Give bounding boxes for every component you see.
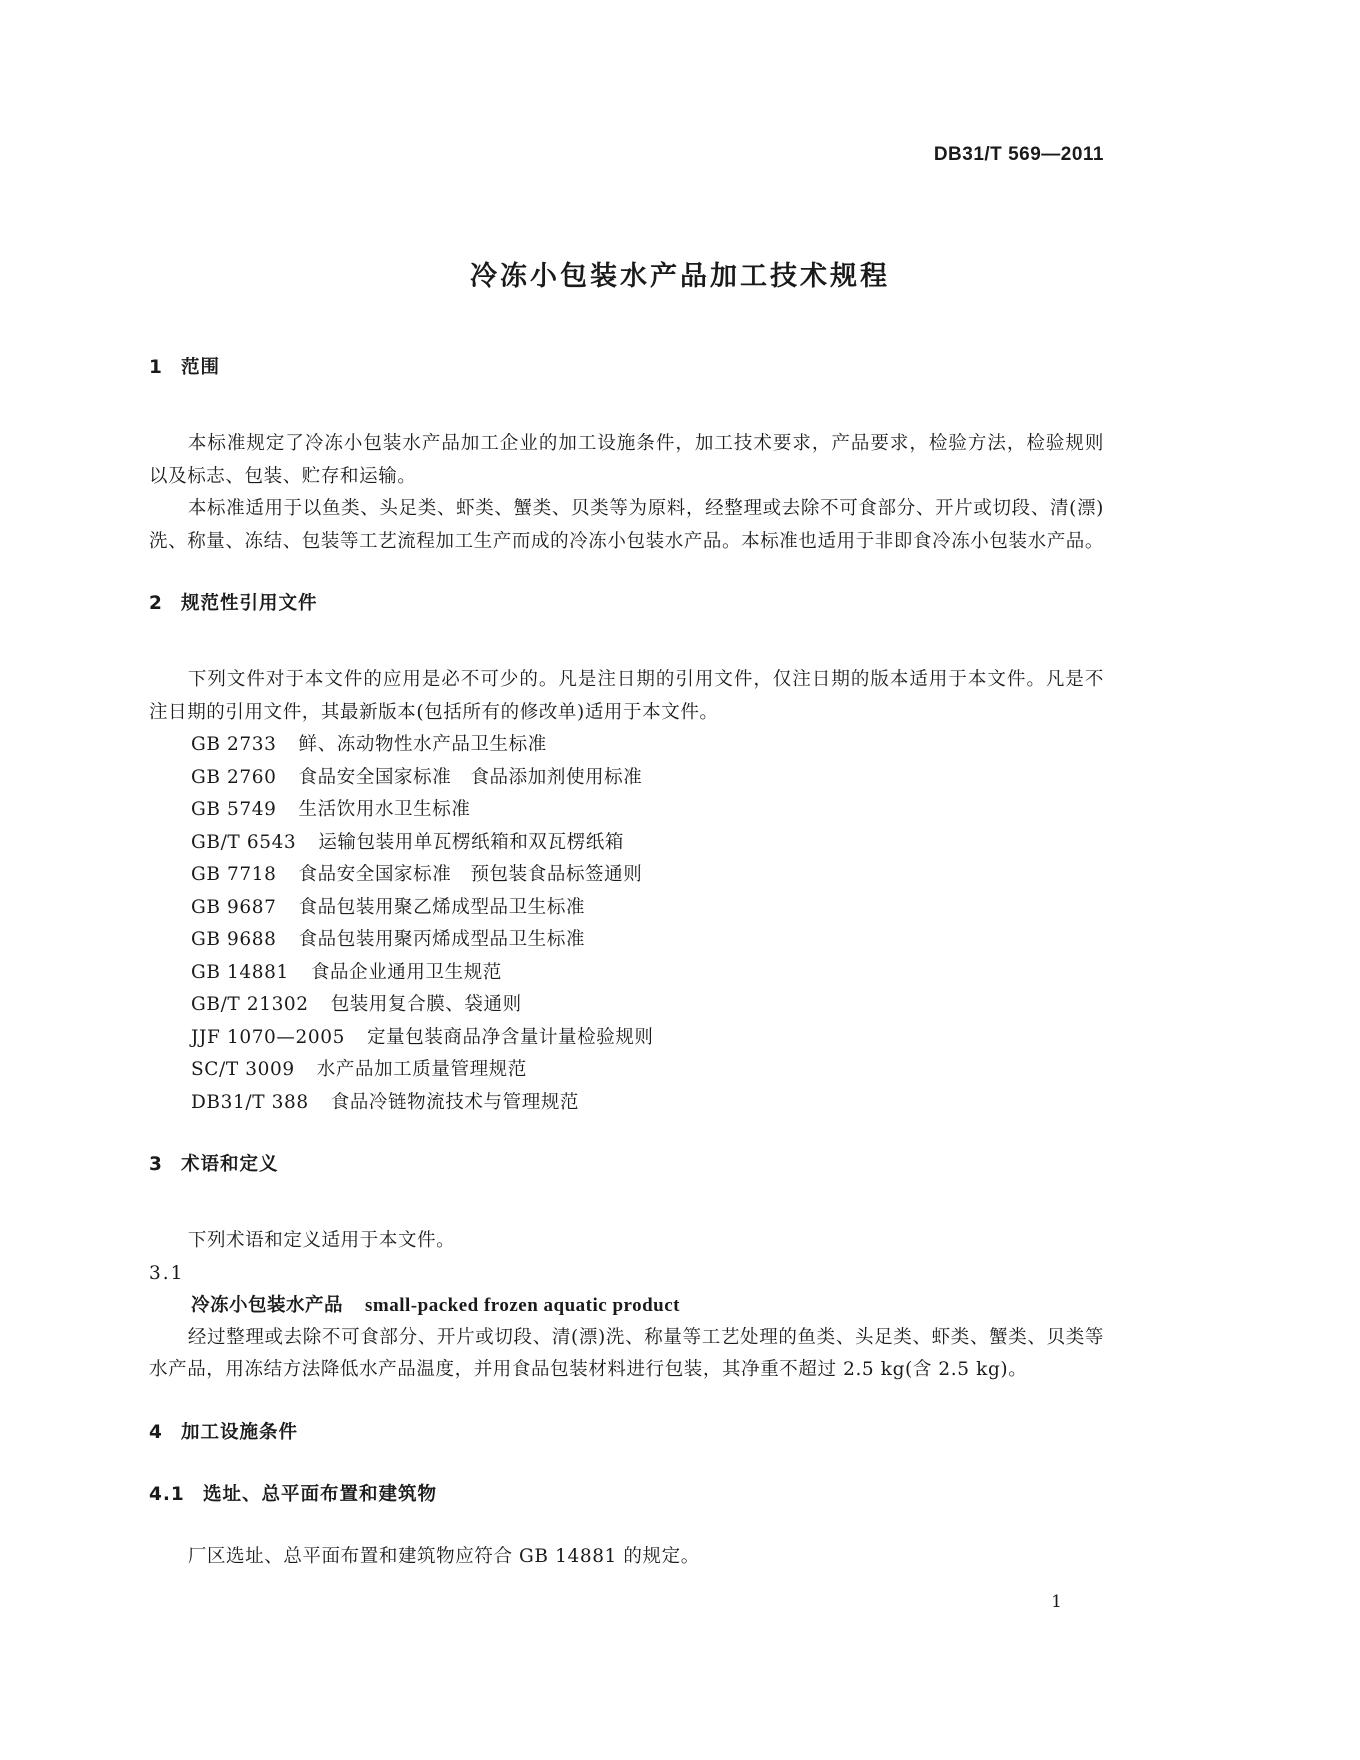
reference-code: GB 7718: [191, 864, 277, 885]
reference-name: 包装用复合膜、袋通则: [330, 994, 522, 1015]
reference-code: SC/T 3009: [191, 1059, 295, 1080]
section-number: 3: [149, 1154, 163, 1175]
reference-item: [191, 1054, 1104, 1087]
reference-name: 食品冷链物流技术与管理规范: [330, 1091, 580, 1113]
reference-name: 食品安全国家标准 预包装食品标签通则: [298, 864, 643, 885]
reference-name: 食品安全国家标准 食品添加剂使用标准: [298, 766, 643, 788]
subsection-4-1-heading: [149, 1479, 1104, 1511]
reference-item: [191, 827, 1104, 860]
reference-code: GB 2733: [191, 734, 277, 755]
reference-code: GB/T 6543: [191, 831, 297, 853]
reference-item: [191, 957, 1104, 990]
reference-item: [191, 729, 1104, 762]
reference-code: GB 9688: [191, 929, 277, 950]
terms-intro: 下列术语和定义适用于本文件。: [187, 1230, 456, 1251]
reference-code: GB 2760: [191, 766, 277, 788]
reference-code: GB/T 21302: [191, 994, 309, 1015]
term-definition: 经过整理或去除不可食部分、开片或切段、清(漂)洗、称量等工艺处理的鱼类、头足类、虾类、蟹类、贝类等水产品，用冻结方法降低水产品温度，并用食品包装材料进行包装，其净重不超过 2.5 kg(含 2.5 kg)。: [149, 1326, 1104, 1380]
standard-code: DB31/T 569—2011: [933, 144, 1104, 165]
reference-name: 食品企业通用卫生规范: [310, 961, 502, 983]
reference-name: 鲜、冻动物性水产品卫生标准: [298, 734, 547, 755]
section-number: 1: [149, 357, 163, 378]
reference-code: GB 5749: [191, 799, 277, 820]
site-selection-text: 厂区选址、总平面布置和建筑物应符合 GB 14881 的规定。: [187, 1545, 700, 1567]
reference-item: [191, 892, 1104, 925]
subsection-title: 选址、总平面布置和建筑物: [203, 1483, 438, 1505]
term-entry: [149, 1290, 1104, 1322]
reference-name: 食品包装用聚丙烯成型品卫生标准: [298, 929, 586, 950]
section-4-heading: [149, 1417, 1104, 1449]
term-english: small-packed frozen aquatic product: [365, 1294, 681, 1316]
reference-item: [191, 1087, 1104, 1120]
subsection-number: 4.1: [149, 1483, 185, 1505]
reference-code: GB 14881: [191, 961, 289, 983]
reference-code: GB 9687: [191, 896, 277, 918]
reference-name: 食品包装用聚乙烯成型品卫生标准: [298, 896, 586, 918]
section-3-heading: [149, 1149, 1104, 1181]
reference-item: [191, 1022, 1104, 1055]
reference-item: [191, 924, 1104, 957]
scope-paragraph-1: 本标准规定了冷冻小包装水产品加工企业的加工设施条件，加工技术要求，产品要求，检验方法，检验规则以及标志、包装、贮存和运输。: [149, 433, 1104, 487]
reference-name: 生活饮用水卫生标准: [298, 799, 471, 820]
section-title: 规范性引用文件: [181, 593, 318, 614]
term-chinese: 冷冻小包装水产品: [191, 1294, 344, 1316]
scope-paragraph-2: 本标准适用于以鱼类、头足类、虾类、蟹类、贝类等为原料，经整理或去除不可食部分、开片或切段、清(漂)洗、称量、冻结、包装等工艺流程加工生产而成的冷冻小包装水产品。本标准也适用于非即食冷冻小包装水产品。: [149, 498, 1105, 552]
reference-item: [191, 762, 1104, 795]
reference-item: [191, 859, 1104, 892]
reference-name: 运输包装用单瓦楞纸箱和双瓦楞纸箱: [318, 831, 624, 853]
clause-number: 3.1: [149, 1262, 185, 1284]
section-title: 术语和定义: [181, 1154, 279, 1175]
reference-item: [191, 794, 1104, 827]
section-number: 4: [149, 1421, 163, 1443]
reference-name: 水产品加工质量管理规范: [316, 1059, 527, 1080]
section-number: 2: [149, 593, 163, 614]
reference-item: [191, 989, 1104, 1022]
document-title: 冷冻小包装水产品加工技术规程: [470, 261, 890, 292]
section-1-heading: [149, 352, 1104, 384]
section-title: 加工设施条件: [181, 1421, 299, 1443]
references-intro: 下列文件对于本文件的应用是必不可少的。凡是注日期的引用文件，仅注日期的版本适用于本文件。凡是不注日期的引用文件，其最新版本(包括所有的修改单)适用于本文件。: [149, 669, 1104, 723]
page-number: 1: [1051, 1592, 1062, 1612]
section-2-heading: [149, 588, 1104, 620]
reference-code: DB31/T 388: [191, 1091, 309, 1113]
section-title: 范围: [181, 357, 221, 378]
reference-list: [149, 729, 1104, 1119]
document-body: [149, 352, 1104, 1573]
reference-name: 定量包装商品净含量计量检验规则: [367, 1026, 654, 1048]
reference-code: JJF 1070—2005: [191, 1026, 346, 1048]
